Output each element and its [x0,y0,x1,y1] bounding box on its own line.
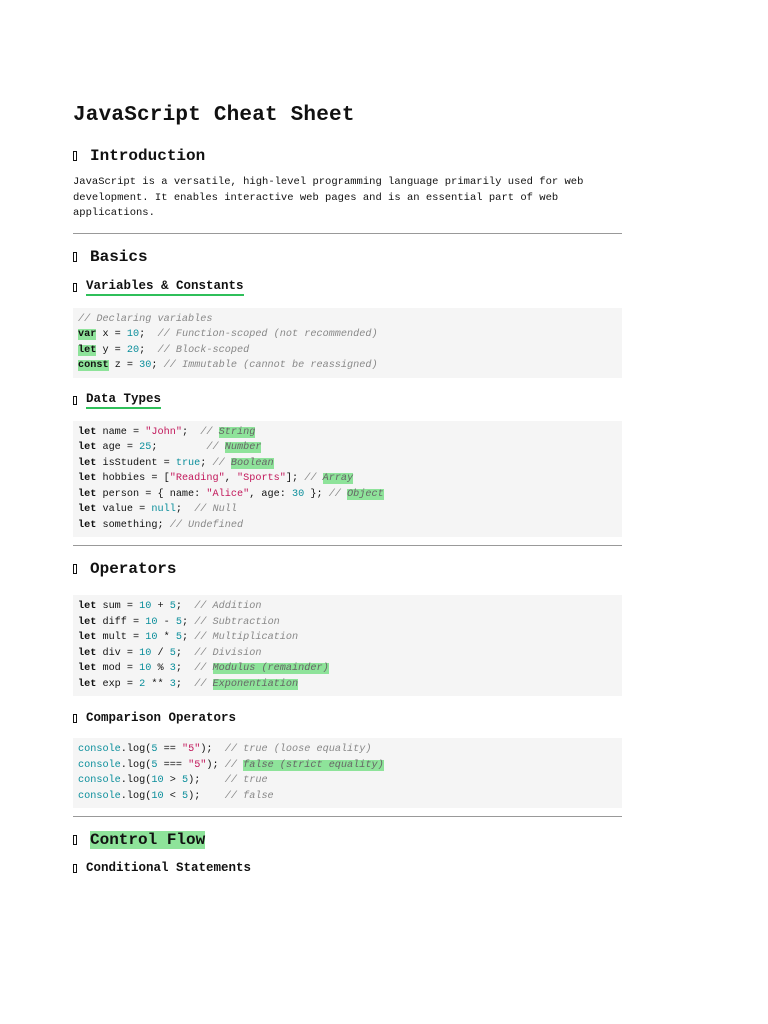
code-comment: // Block-scoped [157,344,250,356]
subsection-comparison-title: Comparison Operators [86,711,237,725]
highlighted-comment: false (strict equality) [243,759,384,771]
code-keyword: let [78,457,97,469]
missing-glyph-icon [73,714,77,723]
document [73,0,622,875]
code-comment: // Immutable (cannot be reassigned) [163,360,378,371]
divider [73,545,622,546]
subsection-datatypes-title: Data Types [86,392,161,409]
highlighted-comment: Boolean [230,457,274,469]
code-keyword: var [78,329,97,340]
highlighted-comment: Number [224,442,262,453]
code-text: ; [139,344,158,356]
code-comment: // Multiplication [194,632,299,643]
missing-glyph-icon [73,283,77,292]
intro-paragraph: JavaScript is a versatile, high-level programming language primarily used for web development. It enables interactive web pages and is an essential part of web applications. [73,176,584,219]
code-keyword: const [78,360,109,371]
subsection-variables-title: Variables & Constants [86,279,244,296]
code-comment: // Division [194,647,262,659]
code-comment: // Addition [194,601,262,612]
code-text: ; [139,329,158,340]
code-block-datatypes: let name = "John"; // String let age = 25; // Number let isStudent = true; // Boolean let hobbies = ["Reading", "Sports"]; // Array let person = { name: "Alice", age: 30 }; // Object let value = null; // Null let something; // Undefined [73,421,622,538]
section-introduction-title: Introduction [90,147,206,165]
section-controlflow-heading [73,831,622,849]
subsection-datatypes-heading [73,392,622,409]
subsection-variables-heading [73,279,622,296]
highlighted-comment: Object [347,488,384,500]
section-introduction-heading [73,147,622,165]
code-text: ; [151,360,164,371]
code-keyword: let [78,473,97,484]
subsection-conditional-title: Conditional Statements [86,861,252,875]
missing-glyph-icon [73,835,77,845]
code-text: z = [108,360,140,371]
section-operators-heading [73,560,622,578]
code-text: x = [96,329,127,340]
code-comment: // true (loose equality) [224,744,372,755]
highlighted-comment: Modulus (remainder) [212,663,329,674]
section-operators-title: Operators [90,560,177,578]
code-text: y = [96,344,127,356]
missing-glyph-icon [73,864,77,873]
missing-glyph-icon [73,151,77,161]
code-comment: // Function-scoped (not recommended) [157,329,378,340]
code-keyword: let [78,344,97,356]
code-block-operators: let sum = 10 + 5; // Addition let diff = 10 - 5; // Subtraction let mult = 10 * 5; // Multiplication let div = 10 / 5; // Division let mod = 10 % 3; // Modulus (remainder) let exp = 2 ** 3; // Exponentiation [73,595,622,696]
subsection-comparison-heading [73,711,622,725]
code-comment: // Declaring variables [78,313,213,325]
missing-glyph-icon [73,396,77,405]
section-controlflow-title: Control Flow [90,831,206,849]
subsection-conditional-heading [73,861,622,875]
divider [73,233,622,234]
section-basics-title: Basics [90,247,148,266]
code-keyword: let [78,519,97,531]
code-comment: // Null [194,504,237,515]
page-title: JavaScript Cheat Sheet [73,104,355,127]
missing-glyph-icon [73,564,77,574]
highlighted-comment: Exponentiation [212,678,299,690]
code-comment: // Subtraction [194,616,280,628]
code-keyword: let [78,426,97,438]
code-comment: // true [224,775,268,786]
divider [73,816,622,817]
code-keyword: let [78,488,97,500]
code-number: 10 [126,329,140,340]
code-number: 30 [139,360,152,371]
code-keyword: let [78,504,97,515]
section-basics-heading [73,248,622,266]
code-number: 20 [126,344,140,356]
code-comment: // Undefined [169,519,244,531]
code-block-comparison: console.log(5 == "5"); // true (loose equality) console.log(5 === "5"); // false (strict equality) console.log(10 > 5); // true console.log(10 < 5); // false [73,738,622,808]
highlighted-comment: String [218,426,256,438]
missing-glyph-icon [73,252,77,262]
code-keyword: let [78,442,97,453]
code-block-variables [73,308,622,378]
highlighted-comment: Array [322,473,354,484]
code-comment: // false [224,790,274,802]
